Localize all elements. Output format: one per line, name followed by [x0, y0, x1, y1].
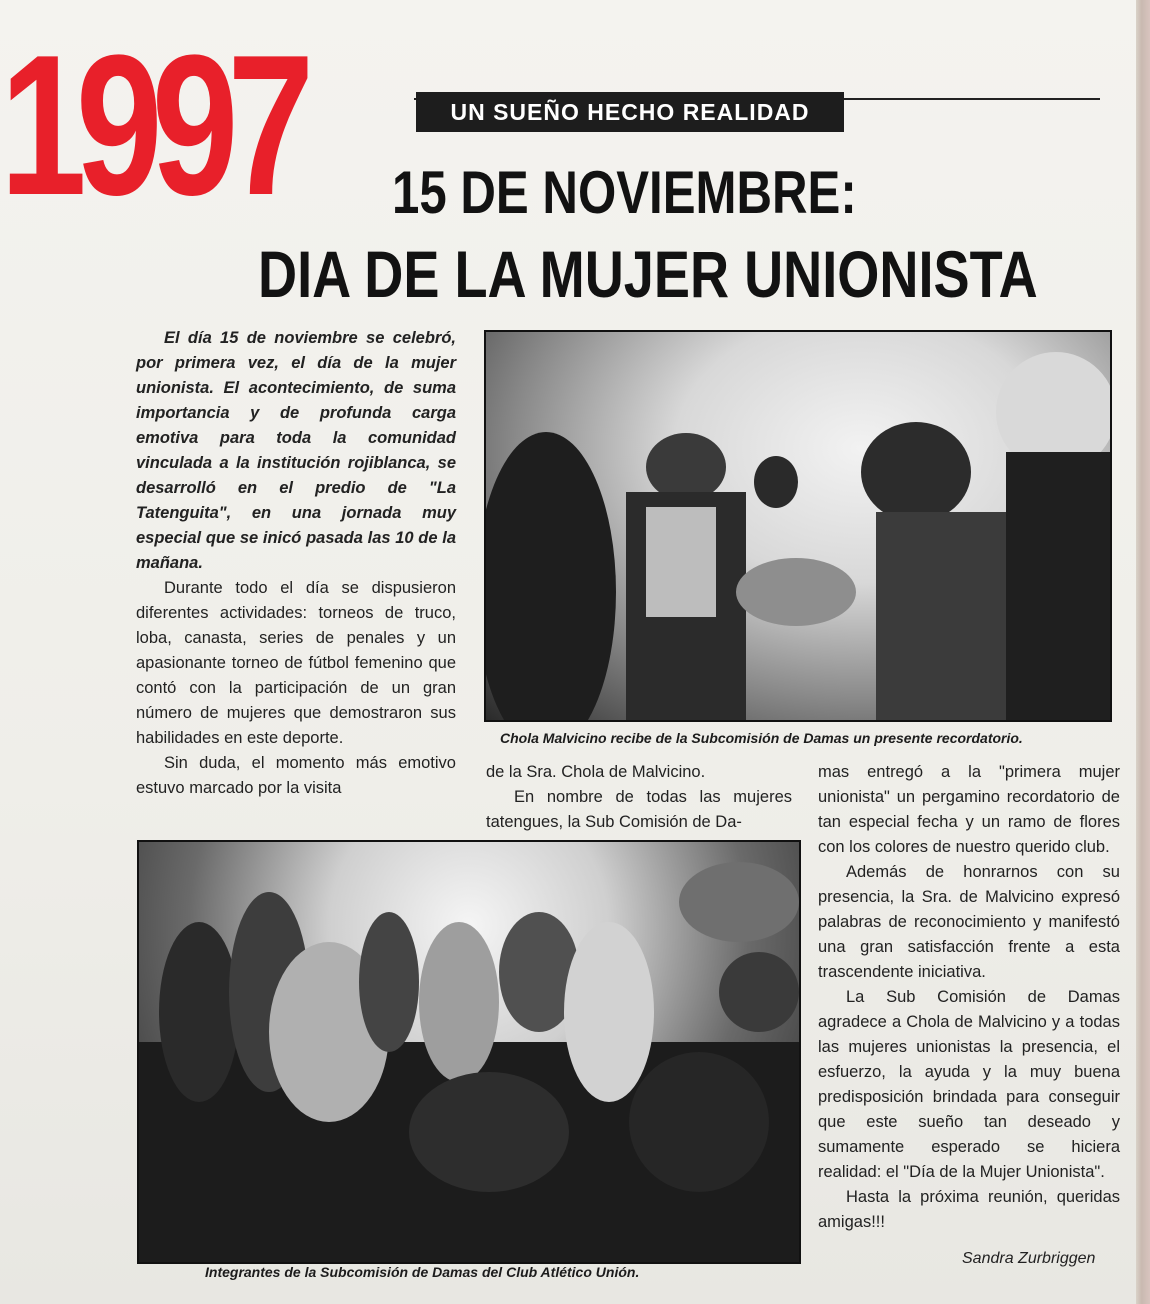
- article-column-1: [136, 326, 456, 801]
- photo-group: [137, 840, 801, 1264]
- article-paragraph: de la Sra. Chola de Malvicino.: [486, 763, 706, 781]
- article-paragraph: Sin duda, el momento más emotivo estuvo marcado por la visita: [136, 754, 456, 797]
- photo-presentation: [484, 330, 1112, 722]
- page-edge: [1136, 0, 1150, 1304]
- year-title: 1997: [0, 14, 304, 237]
- article-paragraph: En nombre de todas las mujeres tatengues, la Sub Comisión de Da-: [486, 788, 792, 831]
- photo-group-image: [139, 842, 799, 1262]
- article-paragraph: Además de honrarnos con su presencia, la Sra. de Malvicino expresó palabras de reconocimiento y manifestó una gran satisfacción frente a esta trascendente iniciativa.: [818, 863, 1120, 981]
- article-paragraph: Durante todo el día se dispusieron diferentes actividades: torneos de truco, loba, canasta, series de penales y un apasionante torneo de fútbol femenino que contó con la participación de un gran número de mujeres que demostraron sus habilidades en este deporte.: [136, 579, 456, 747]
- photo-group-caption: Integrantes de la Subcomisión de Damas del Club Atlético Unión.: [205, 1264, 640, 1280]
- photo-presentation-caption: Chola Malvicino recibe de la Subcomisión de Damas un presente recordatorio.: [500, 730, 1023, 746]
- article-column-2: [486, 760, 792, 835]
- kicker-banner: UN SUEÑO HECHO REALIDAD: [416, 92, 844, 132]
- article-lead-paragraph: El día 15 de noviembre se celebró, por primera vez, el día de la mujer unionista. El acontecimiento, de suma importancia y de profunda carga emotiva para toda la comunidad vinculada a la institución rojiblanca, se desarrolló en el predio de "La Tatenguita", en una jornada muy especial que se inicó pasada las 10 de la mañana.: [136, 329, 456, 572]
- article-column-3: [818, 760, 1120, 1235]
- photo-presentation-image: [486, 332, 1110, 720]
- article-paragraph: Hasta la próxima reunión, queridas amigas!!!: [818, 1188, 1120, 1231]
- headline-line-1: 15 DE NOVIEMBRE:: [392, 159, 857, 226]
- article-paragraph: La Sub Comisión de Damas agradece a Chola de Malvicino y a todas las mujeres unionistas la presencia, el esfuerzo, la ayuda y la muy buena predisposición brindada para conseguir que este sueño tan deseado y sumamente esperado se hiciera realidad: el "Día de la Mujer Unionista".: [818, 988, 1120, 1181]
- article-paragraph: mas entregó a la "primera mujer unionista" un pergamino recordatorio de tan especial fecha y un ramo de flores con los colores de nuestro querido club.: [818, 763, 1120, 856]
- headline-line-2: DIA DE LA MUJER UNIONISTA: [258, 237, 1038, 311]
- author-signature: Sandra Zurbriggen: [962, 1250, 1096, 1267]
